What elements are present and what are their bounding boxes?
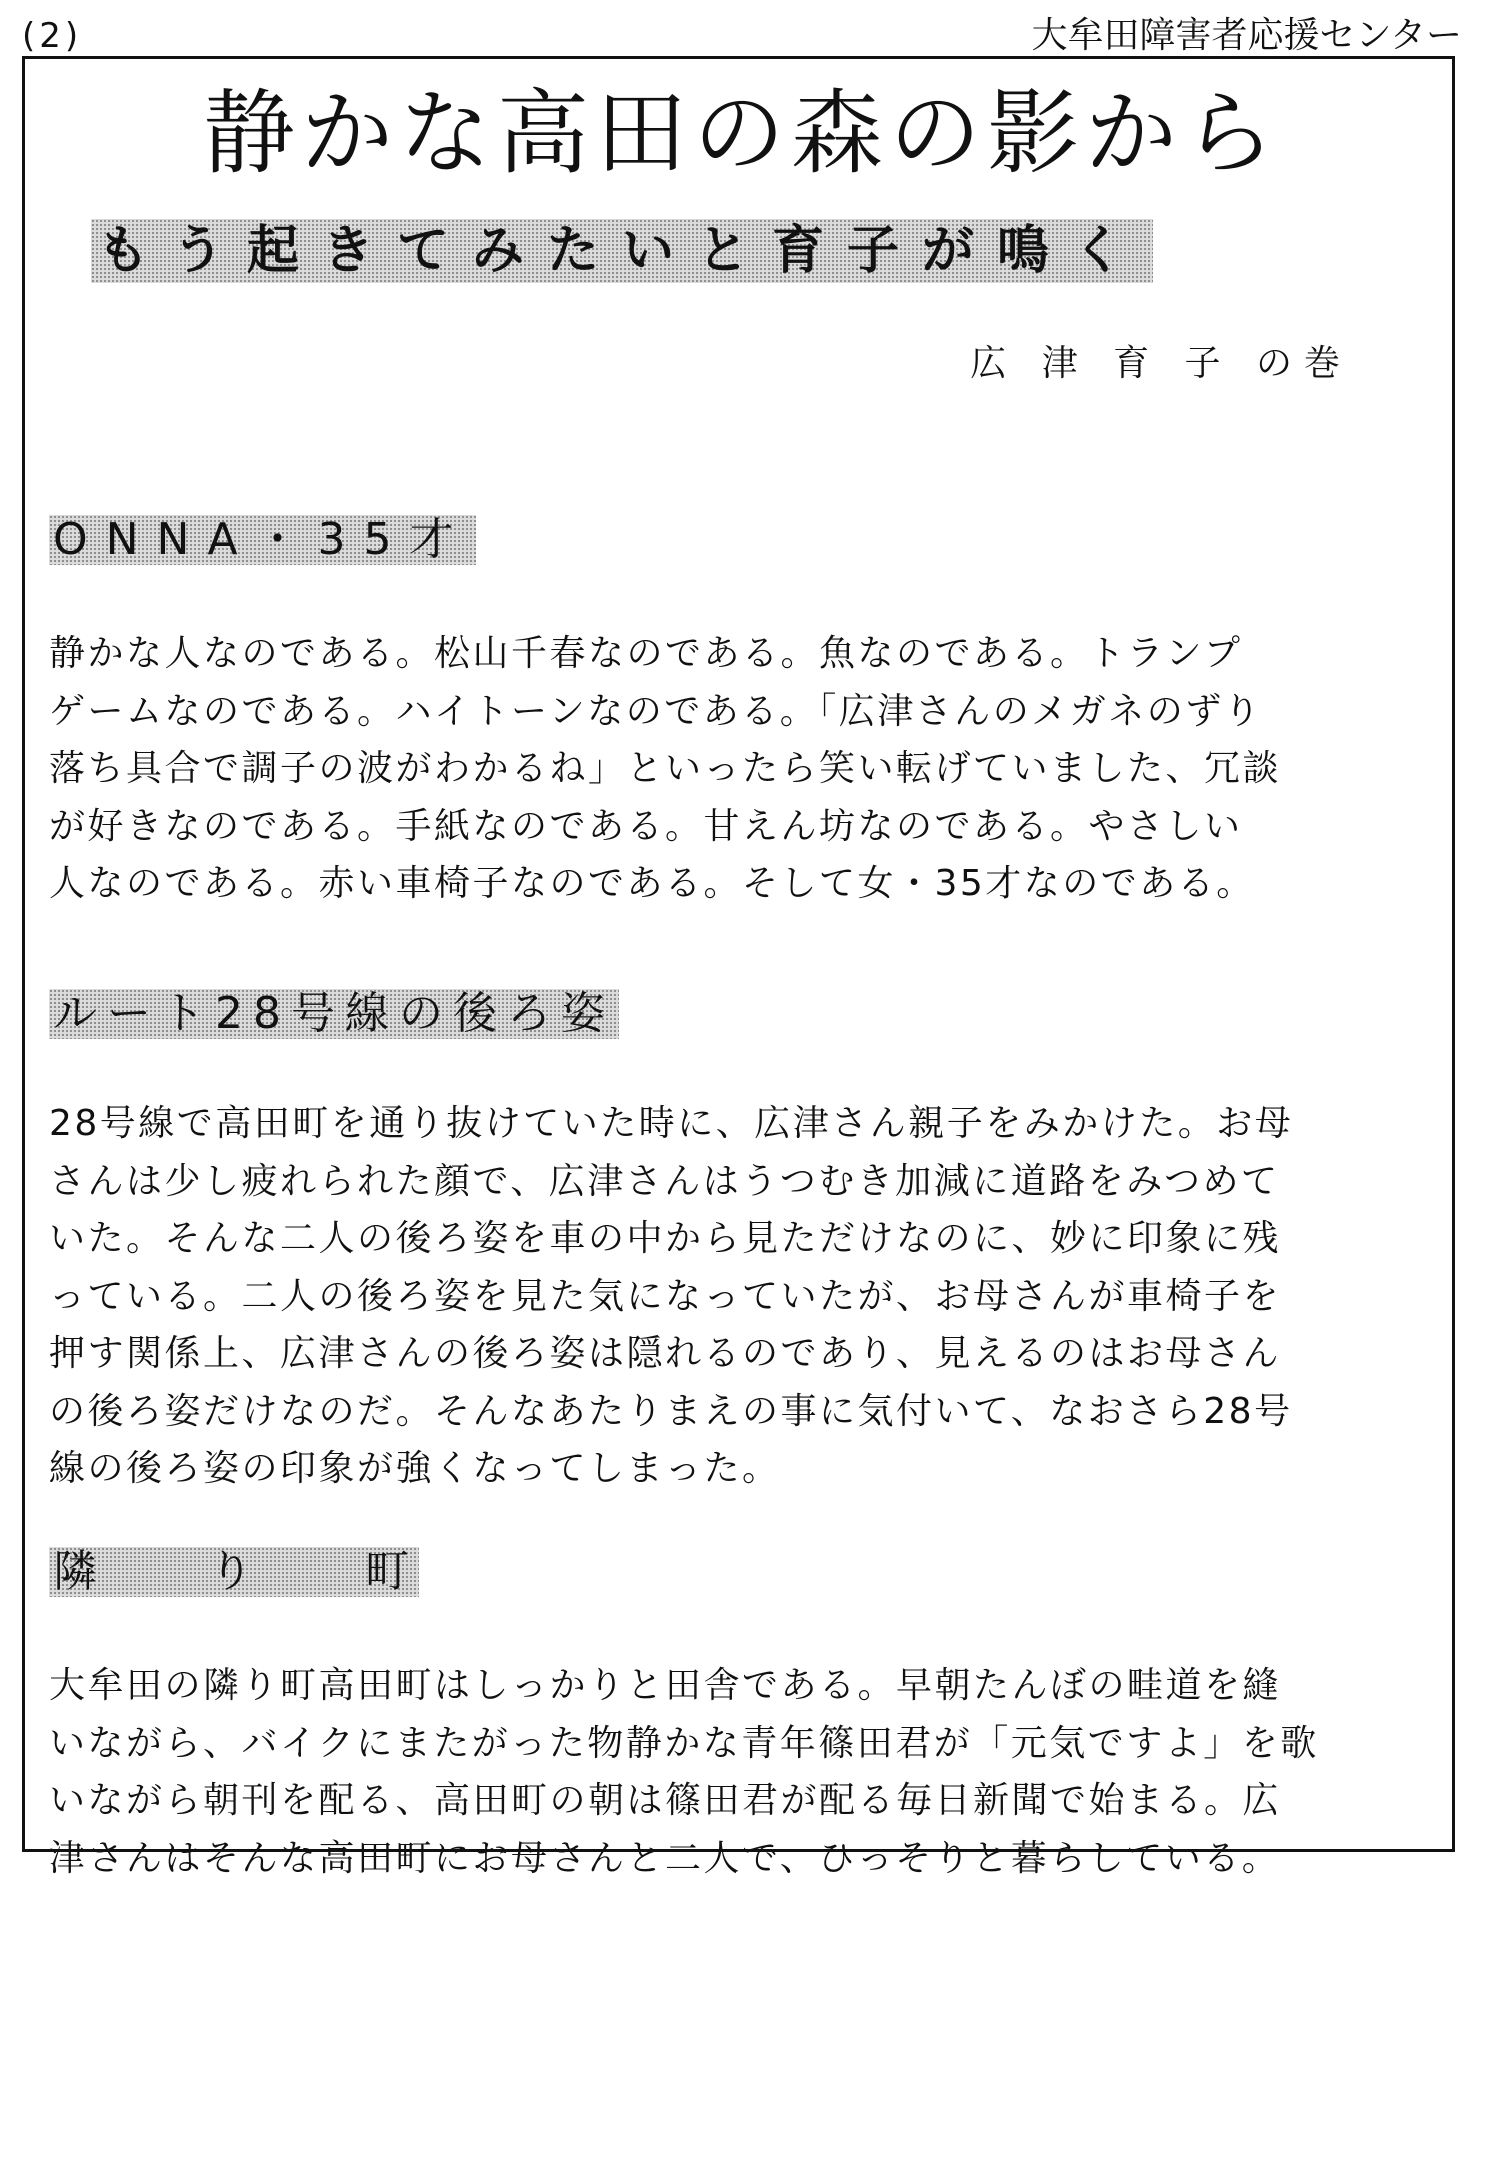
heading-part: 町 (365, 1546, 415, 1597)
text-line: 線の後ろ姿の印象が強くなってしまった。 (49, 1448, 781, 1489)
text-line: 人なのである。赤い車椅子なのである。そして女・35才なのである。 (49, 863, 1255, 904)
section-body-onna (49, 625, 1434, 913)
article-byline: 広 津 育 子 の巻 (970, 343, 1352, 384)
section-heading-route28: ルート28号線の後ろ姿 (49, 989, 619, 1039)
article-frame (22, 56, 1455, 1879)
section-body-route28 (49, 1095, 1434, 1498)
article-subtitle: もう起きてみたいと育子が鳴く (91, 219, 1153, 283)
section-body-neighbor-town (49, 1657, 1434, 1887)
text-line: 落ち具合で調子の波がわかるね」といったら笑い転げていました、冗談 (49, 748, 1282, 789)
text-line: の後ろ姿だけなのだ。そんなあたりまえの事に気付いて、なおさら28号 (49, 1390, 1293, 1432)
heading-part: り (209, 1546, 259, 1597)
text-line: 大牟田の隣り町高田町はしっかりと田舎である。早朝たんぼの畦道を縫 (49, 1665, 1282, 1706)
text-line: が好きなのである。手紙なのである。甘えん坊なのである。やさしい (49, 805, 1243, 847)
text-line: いた。そんな二人の後ろ姿を車の中から見ただけなのに、妙に印象に残 (49, 1218, 1282, 1259)
text-line: 津さんはそんな高田町にお母さんと二人で、ひっそりと暮らしている。 (49, 1837, 1281, 1879)
section-heading-onna: ONNA・35才 (49, 515, 476, 565)
section-heading-neighbor-town (49, 1547, 419, 1597)
text-line: っている。二人の後ろ姿を見た気になっていたが、お母さんが車椅子を (49, 1275, 1282, 1317)
text-line: いながら、バイクにまたがった物静かな青年篠田君が「元気ですよ」を歌 (49, 1722, 1319, 1764)
article-title: 静かな高田の森の影から (203, 80, 1282, 187)
text-line: ゲームなのである。ハイトーンなのである。「広津さんのメガネのずり (49, 690, 1263, 732)
text-line: いながら朝刊を配る、高田町の朝は篠田君が配る毎日新聞で始まる。広 (49, 1780, 1282, 1821)
text-line: 押す関係上、広津さんの後ろ姿は隠れるのであり、見えるのはお母さん (49, 1333, 1282, 1374)
page-number: (2) (22, 16, 83, 56)
text-line: 静かな人なのである。松山千春なのである。魚なのである。トランプ (49, 633, 1243, 674)
heading-part: 隣 (53, 1546, 103, 1597)
publisher-name: 大牟田障害者応援センター (1031, 15, 1462, 56)
page-header (22, 14, 1462, 58)
text-line: さんは少し疲れられた顔で、広津さんはうつむき加減に道路をみつめて (49, 1160, 1280, 1202)
text-line: 28号線で高田町を通り抜けていた時に、広津さん親子をみかけた。お母 (49, 1103, 1294, 1144)
